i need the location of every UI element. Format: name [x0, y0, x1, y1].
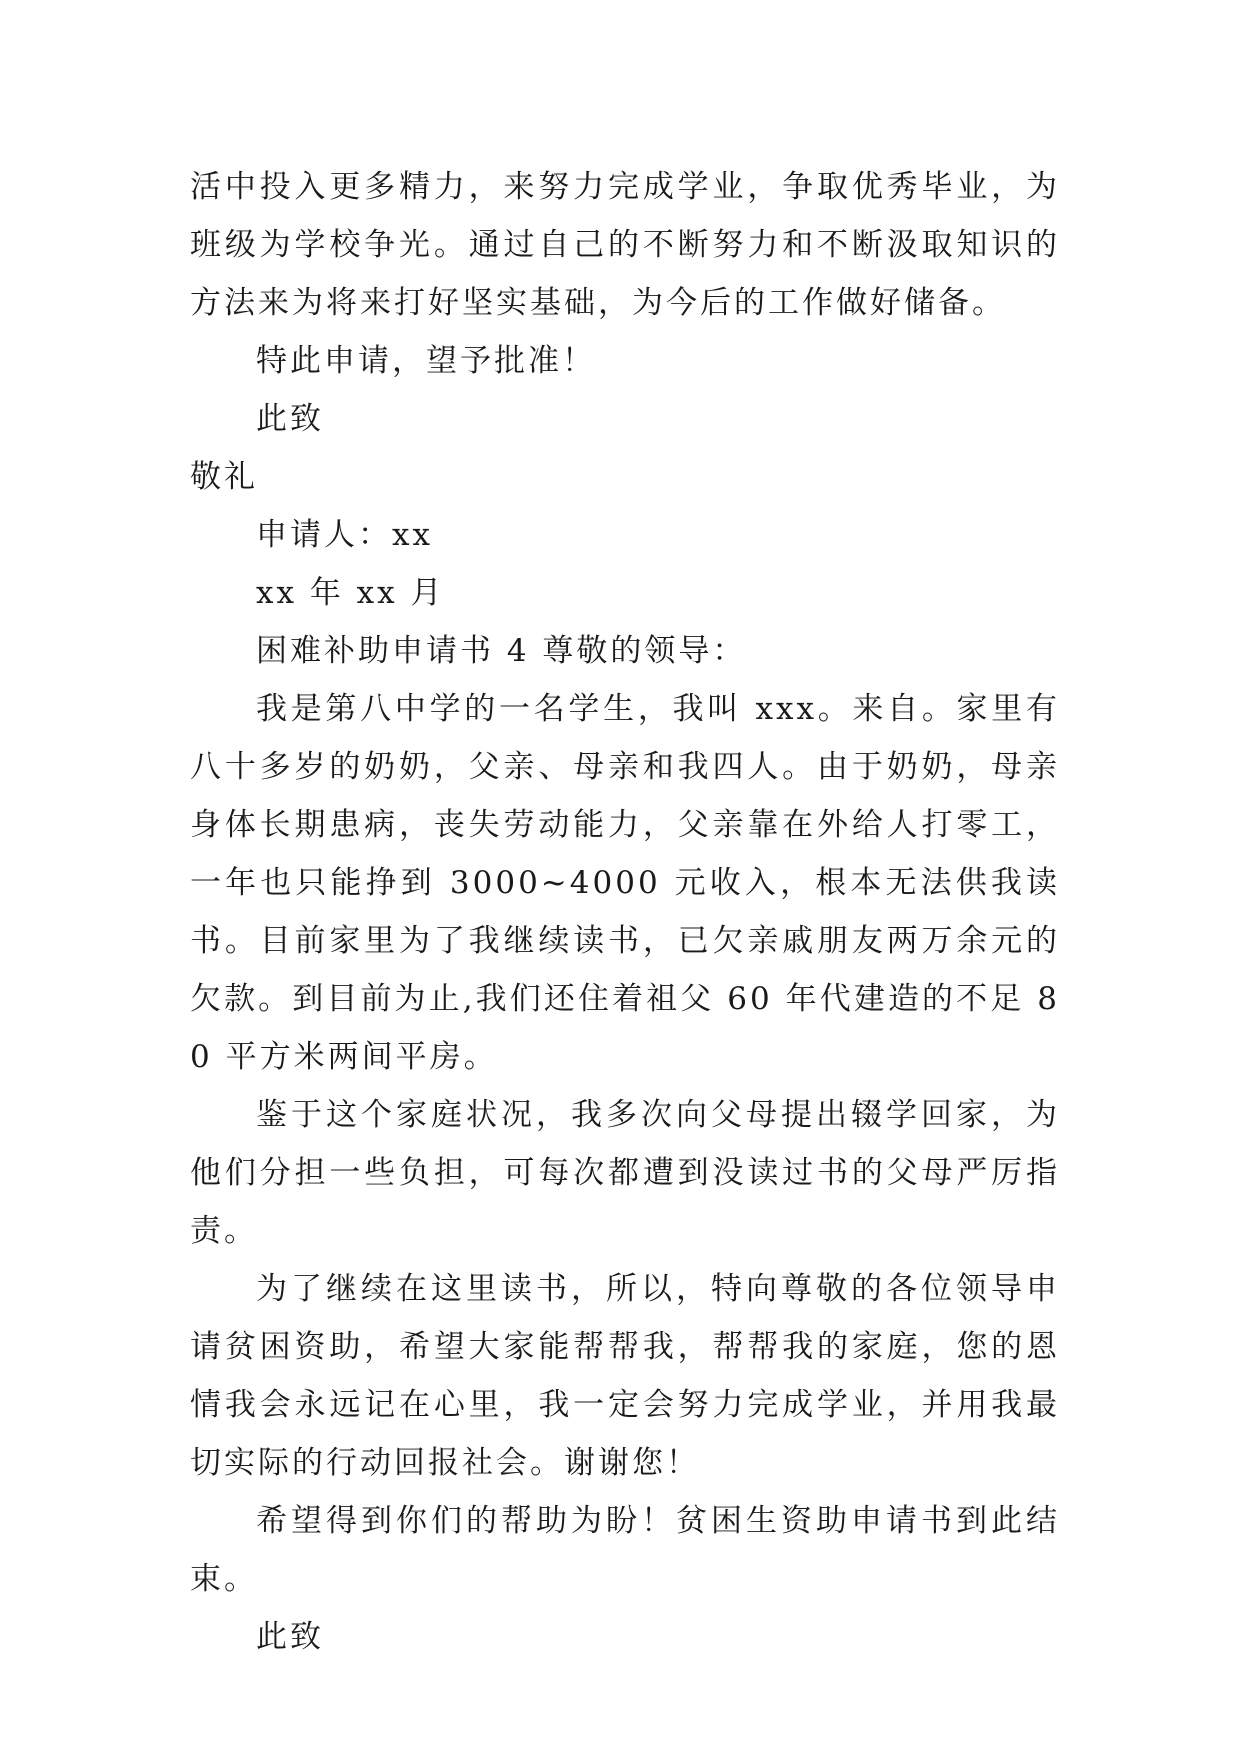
- paragraph-request-approval: 特此申请，望予批准！: [256, 343, 596, 379]
- paragraph-salutation-2: 此致: [256, 1619, 324, 1655]
- paragraph-heading-4: 困难补助申请书 4 尊敬的领导：: [256, 633, 747, 669]
- paragraph-closing: 希望得到你们的帮助为盼！贫困生资助申请书到此结束。: [190, 1503, 1060, 1597]
- paragraph-regards: 敬礼: [190, 459, 258, 495]
- paragraph-continuation: 活中投入更多精力，来努力完成学业，争取优秀毕业，为班级为学校争光。通过自己的不断努力和不断汲取知识的方法来为将来打好坚实基础，为今后的工作做好储备。: [190, 169, 1060, 321]
- paragraph-family-situation: 鉴于这个家庭状况，我多次向父母提出辍学回家，为他们分担一些负担，可每次都遭到没读过书的父母严厉指责。: [190, 1097, 1060, 1249]
- document-body: [190, 158, 1060, 1666]
- paragraph-date: xx 年 xx 月: [256, 575, 445, 611]
- paragraph-request: 为了继续在这里读书，所以，特向尊敬的各位领导申请贫困资助，希望大家能帮帮我，帮帮我的家庭，您的恩情我会永远记在心里，我一定会努力完成学业，并用我最切实际的行动回报社会。谢谢您！: [190, 1271, 1060, 1481]
- paragraph-applicant: 申请人：xx: [256, 517, 433, 553]
- paragraph-introduction: 我是第八中学的一名学生，我叫 xxx。来自。家里有八十多岁的奶奶，父亲、母亲和我四人。由于奶奶，母亲身体长期患病，丧失劳动能力，父亲靠在外给人打零工，一年也只能挣到 3000~4000 元收入，根本无法供我读书。目前家里为了我继续读书，已欠亲戚朋友两万余元的欠款。到目前为止,我们还住着祖父 60 年代建造的不足 80 平方米两间平房。: [190, 691, 1060, 1075]
- paragraph-salutation: 此致: [256, 401, 324, 437]
